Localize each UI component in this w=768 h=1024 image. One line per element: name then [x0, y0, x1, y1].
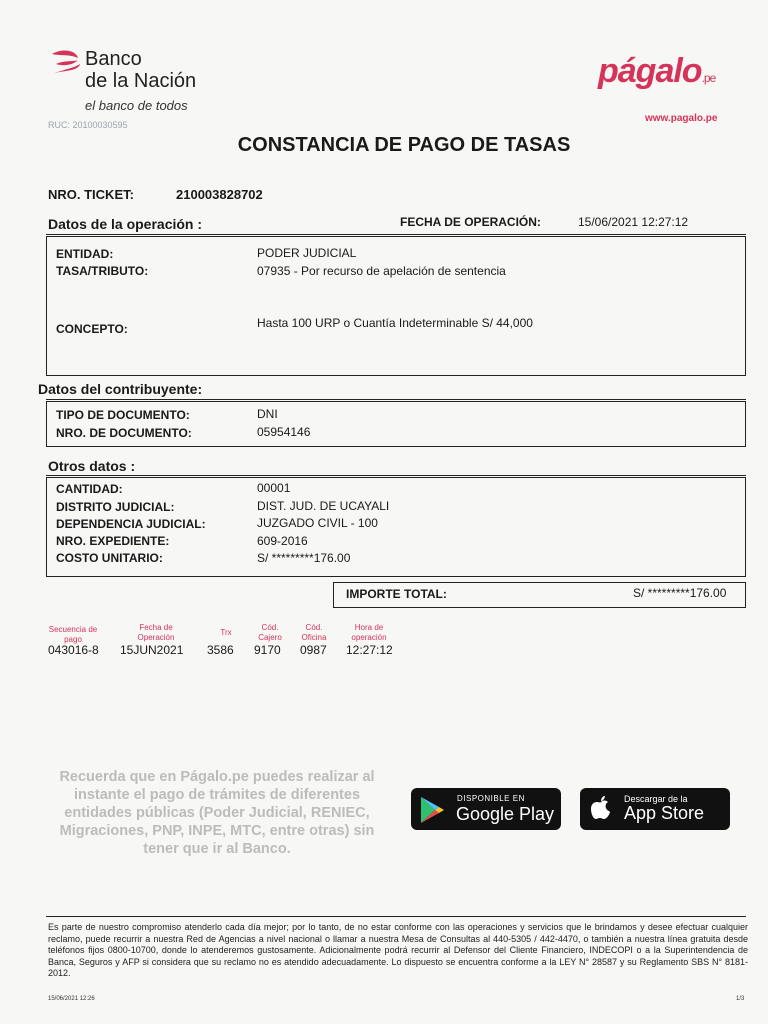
receipt-label-cajero: Cód. Cajero [258, 623, 282, 642]
receipt-label-secuencia: Secuencia de pago [48, 625, 98, 644]
nro-documento-label: NRO. DE DOCUMENTO: [56, 426, 192, 440]
entidad-label: ENTIDAD: [56, 247, 114, 261]
page-title: CONSTANCIA DE PAGO DE TASAS [237, 134, 571, 156]
receipt-label-oficina: Cód. Oficina [301, 623, 327, 642]
pagalo-brand: págalo [598, 52, 702, 90]
contribuyente-section-title: Datos del contribuyente: [38, 381, 203, 397]
bank-tagline: el banco de todos [85, 98, 188, 113]
receipt-label-fecha: Fecha de Operación [137, 623, 175, 642]
app-store-button[interactable] [580, 788, 730, 830]
total-label: IMPORTE TOTAL: [346, 587, 447, 601]
costo-unitario-label: COSTO UNITARIO: [56, 551, 163, 565]
entidad-value: PODER JUDICIAL [257, 246, 357, 260]
contribuyente-section-rule [46, 399, 746, 400]
bank-name [85, 48, 196, 92]
receipt-value-hora: 12:27:12 [346, 643, 393, 657]
bank-name-line2: de la Nación [85, 70, 197, 92]
cantidad-label: CANTIDAD: [56, 482, 123, 496]
receipt-value-trx: 3586 [207, 643, 234, 657]
banco-nacion-logo-icon [48, 46, 84, 82]
promo-text: Recuerda que en Págalo.pe puedes realizar al instante el pago de trámites de diferentes entidades públicas (Poder Judicial, RENIEC, Migraciones, PNP, INPE, MTC, entre otras) sin tener que ir al Banco. [59, 769, 375, 857]
otros-section-title: Otros datos : [48, 458, 136, 474]
dependencia-value: JUZGADO CIVIL - 100 [257, 516, 378, 530]
operation-section-rule [46, 234, 746, 235]
ticket-label: NRO. TICKET: [48, 187, 134, 202]
receipt-label-hora: Hora de operación [351, 623, 387, 642]
otros-section-rule [46, 475, 746, 476]
tasa-label: TASA/TRIBUTO: [56, 264, 149, 278]
footer-page-number: 1/3 [736, 996, 745, 1002]
distrito-value: DIST. JUD. DE UCAYALI [257, 499, 390, 513]
tipo-documento-label: TIPO DE DOCUMENTO: [56, 408, 190, 422]
expediente-value: 609-2016 [257, 534, 308, 548]
receipt-label-trx: Trx [220, 628, 232, 637]
nro-documento-value: 05954146 [257, 425, 311, 439]
distrito-label: DISTRITO JUDICIAL: [56, 500, 175, 514]
app-store-top: Descargar de la [624, 794, 688, 804]
receipt-value-cajero: 9170 [254, 643, 281, 657]
costo-unitario-value: S/ *********176.00 [257, 551, 351, 565]
pagalo-url: www.pagalo.pe [645, 113, 718, 124]
concepto-label: CONCEPTO: [56, 322, 128, 336]
operation-date-value: 15/06/2021 12:27:12 [578, 215, 689, 229]
google-play-button[interactable] [411, 788, 561, 830]
apple-icon [590, 795, 612, 821]
receipt-value-oficina: 0987 [300, 643, 327, 657]
google-play-icon [419, 796, 445, 824]
cantidad-value: 00001 [257, 481, 291, 495]
app-store-main: App Store [624, 803, 705, 823]
operation-box [46, 236, 746, 376]
pagalo-logo [598, 52, 715, 91]
receipt-value-secuencia: 043016-8 [48, 643, 99, 657]
operation-date-label: FECHA DE OPERACIÓN: [400, 215, 541, 229]
receipt-value-fecha: 15JUN2021 [120, 643, 184, 657]
expediente-label: NRO. EXPEDIENTE: [56, 534, 170, 548]
google-play-top: DISPONIBLE EN [457, 794, 525, 803]
tipo-documento-value: DNI [257, 407, 278, 421]
google-play-main: Google Play [456, 804, 555, 824]
bank-name-line1: Banco [85, 48, 142, 70]
pagalo-suffix: .pe [701, 71, 716, 85]
ticket-value: 210003828702 [176, 187, 263, 202]
footer-timestamp: 15/06/2021 12:26 [48, 996, 95, 1002]
total-value: S/ *********176.00 [633, 586, 727, 600]
dependencia-label: DEPENDENCIA JUDICIAL: [56, 517, 206, 531]
concepto-value: Hasta 100 URP o Cuantía Indeterminable S/ 44,000 [257, 316, 533, 330]
disclaimer-text: Es parte de nuestro compromiso atenderlo cada día mejor; por lo tanto, de no estar conforme con las operaciones y servicios que le brindamos y desee efectuar cualquier reclamo, puede recurrir a nuestra Red de Agencias a nivel nacional o llamar a nuestra Mesa de Consultas al 440-5305 / 442-4470, o también a nuestra línea gratuita desde teléfonos fijos 0800-10700, donde lo atenderemos gustosamente. Adicionalmente podrá recurrir al Defensor del Cliente Financiero, INDECOPI o a la Superintendencia de Banca, Seguros y AFP si considera que su reclamo no es atendido adecuadamente. Lo dispuesto se encuentra conforme a la LEY N° 28587 y su Reglamento SBS N° 8181-2012. [48, 922, 748, 978]
disclaimer-rule [46, 916, 746, 917]
tasa-value: 07935 - Por recurso de apelación de sentencia [257, 264, 506, 278]
ruc-text: RUC: 20100030595 [48, 120, 128, 130]
operation-section-title: Datos de la operación : [48, 216, 203, 232]
